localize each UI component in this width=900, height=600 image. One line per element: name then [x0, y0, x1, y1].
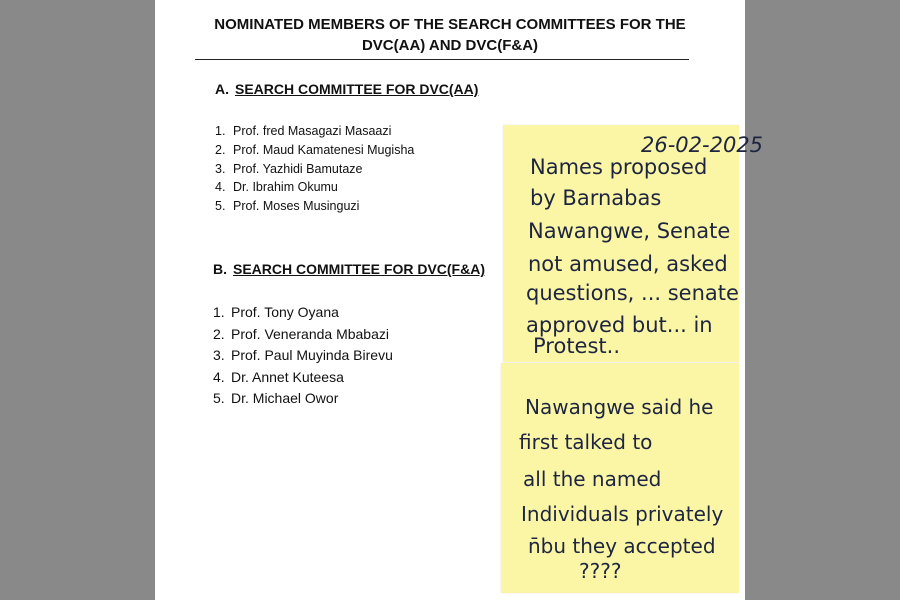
note-line: Nawangwe, Senate: [528, 219, 731, 243]
section-a-title: SEARCH COMMITTEE FOR DVC(AA): [235, 81, 479, 97]
member-name: Dr. Annet Kuteesa: [231, 368, 344, 385]
note-line: all the named: [523, 467, 662, 491]
member-item: [213, 388, 393, 410]
member-number: 3.: [213, 347, 225, 363]
title-underline: [195, 59, 689, 60]
note-line: Protest..: [533, 334, 620, 358]
note-line: Nawangwe said he: [525, 395, 714, 419]
note-line: Names proposed: [530, 155, 708, 179]
member-item: [213, 324, 393, 346]
member-item: [213, 302, 393, 324]
member-item: [215, 178, 414, 197]
member-item: [215, 160, 414, 179]
member-name: Prof. Maud Kamatenesi Mugisha: [233, 142, 415, 157]
member-name: Prof. fred Masagazi Masaazi: [233, 124, 392, 138]
member-number: 1.: [213, 304, 225, 320]
note-line: n̄bu they accepted: [528, 534, 716, 558]
document-title: [155, 14, 745, 56]
section-a-heading: [215, 81, 478, 97]
sticky-note-1: [503, 125, 764, 362]
member-name: Prof. Tony Oyana: [231, 304, 339, 320]
section-a-member-list: [215, 122, 414, 216]
member-name: Dr. Ibrahim Okumu: [233, 180, 338, 195]
member-name: Prof. Veneranda Mbabazi: [231, 325, 389, 342]
note-line: first talked to: [519, 430, 653, 454]
member-name: Dr. Michael Owor: [231, 390, 339, 406]
member-item: [215, 122, 414, 141]
member-name: Prof. Moses Musinguzi: [233, 199, 360, 214]
note-line: by Barnabas: [530, 186, 662, 210]
member-number: 5.: [215, 199, 226, 214]
section-b-letter: B.: [213, 261, 227, 277]
section-b-title: SEARCH COMMITTEE FOR DVC(F&A): [233, 261, 485, 277]
note-line: Individuals privately: [521, 502, 724, 526]
member-item: [213, 367, 393, 389]
note-line: approved but... in: [526, 313, 713, 337]
note-date: 26-02-2025: [641, 133, 764, 157]
note-line: ????: [579, 559, 622, 583]
member-number: 2.: [215, 142, 226, 157]
note-line: not amused, asked: [528, 252, 728, 276]
member-item: [215, 141, 414, 160]
member-name: Prof. Paul Muyinda Birevu: [231, 347, 393, 363]
section-b-heading: [213, 261, 485, 277]
sticky-note-2: [501, 363, 739, 593]
title-line-2: DVC(AA) AND DVC(F&A): [361, 37, 539, 54]
note-line: questions, ... senate: [526, 281, 739, 305]
section-a-letter: A.: [215, 81, 229, 97]
member-number: 4.: [215, 180, 226, 195]
member-item: [215, 197, 414, 216]
member-number: 5.: [213, 390, 225, 406]
title-line-1: NOMINATED MEMBERS OF THE SEARCH COMMITTEES FOR THE: [214, 16, 686, 33]
member-item: [213, 345, 393, 367]
member-number: 2.: [213, 325, 225, 342]
member-number: 3.: [215, 161, 226, 176]
section-b-member-list: [213, 302, 393, 410]
member-name: Prof. Yazhidi Bamutaze: [233, 161, 363, 176]
member-number: 4.: [213, 368, 225, 385]
member-number: 1.: [215, 124, 226, 138]
